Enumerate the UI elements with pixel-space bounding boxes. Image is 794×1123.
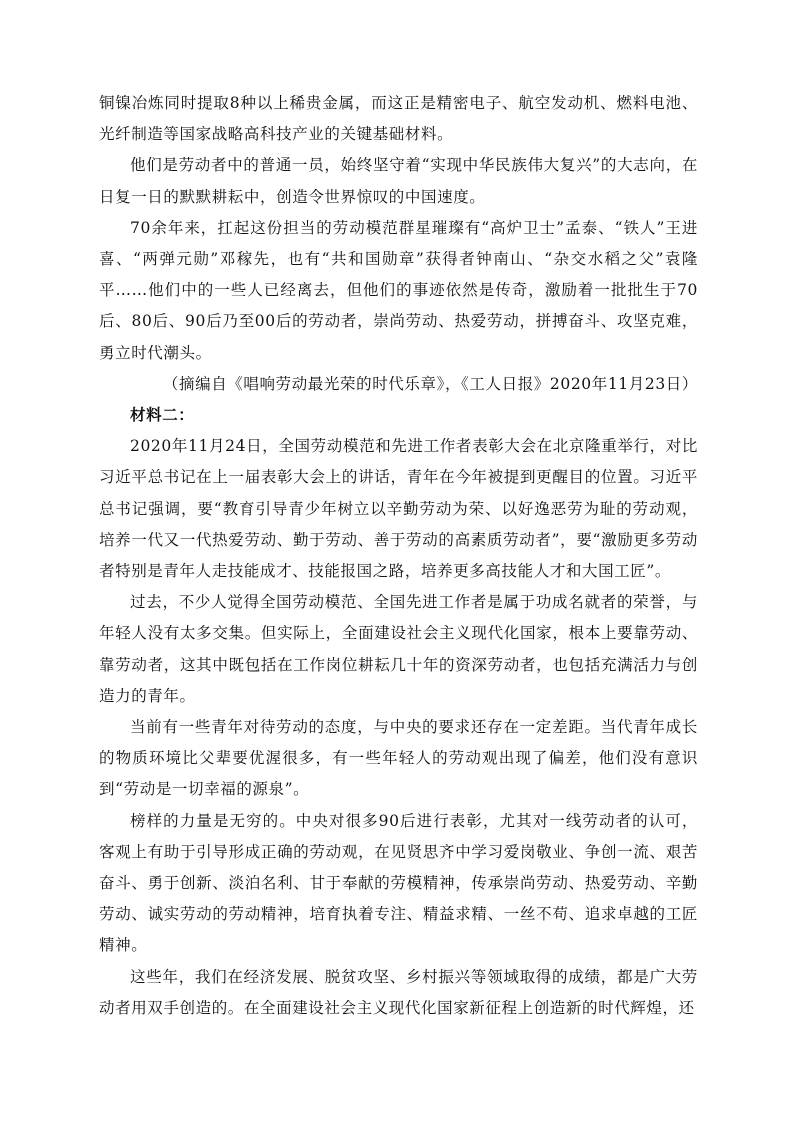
paragraph: 当前有一些青年对待劳动的态度，与中央的要求还存在一定差距。当代青年成长的物质环境比父辈要优渥很多，有一些年轻人的劳动观出现了偏差，他们没有意识到“劳动是一切幸福的源泉”。 (99, 718, 698, 799)
section-heading: 材料二： (130, 406, 195, 425)
paragraph: 榜样的力量是无穷的。中央对很多90后进行表彰，尤其对一线劳动者的认可，客观上有助于引导形成正确的劳动观，在见贤思齐中学习爱岗敬业、争创一流、艰苦奋斗、勇于创新、淡泊名利、甘于奉献的劳模精神，传承崇尚劳动、热爱劳动、辛勤劳动、诚实劳动的劳动精神，培育执着专注、精益求精、一丝不苟、追求卓越的工匠精神。 (99, 811, 698, 955)
paragraph: 这些年，我们在经济发展、脱贫攻坚、乡村振兴等领域取得的成绩，都是广大劳动者用双手创造的。在全面建设社会主义现代化国家新征程上创造新的时代辉煌，还 (99, 967, 698, 1017)
paragraph-continuation: 铜镍冶炼同时提取8种以上稀贵金属，而这正是精密电子、航空发动机、燃料电池、光纤制造等国家战略高科技产业的关键基础材料。 (99, 94, 698, 144)
paragraph: 2020年11月24日，全国劳动模范和先进工作者表彰大会在北京隆重举行，对比习近平总书记在上一届表彰大会上的讲话，青年在今年被提到更醒目的位置。习近平总书记强调，要“教育引导青少年树立以辛勤劳动为荣、以好逸恶劳为耻的劳动观，培养一代又一代热爱劳动、勤于劳动、善于劳动的高素质劳动者”，要“激励更多劳动者特别是青年人走技能成才、技能报国之路，培养更多高技能人才和大国工匠”。 (99, 437, 698, 581)
article-body (99, 88, 698, 1024)
paragraph: 他们是劳动者中的普通一员，始终坚守着“实现中华民族伟大复兴”的大志向，在日复一日的默默耕耘中，创造令世界惊叹的中国速度。 (99, 156, 698, 206)
source-citation: （摘编自《唱响劳动最光荣的时代乐章》，《工人日报》2020年11月23日） (162, 374, 698, 393)
paragraph: 过去，不少人觉得全国劳动模范、全国先进工作者是属于功成名就者的荣誉，与年轻人没有太多交集。但实际上，全面建设社会主义现代化国家，根本上要靠劳动、靠劳动者，这其中既包括在工作岗位耕耘几十年的资深劳动者，也包括充满活力与创造力的青年。 (99, 593, 698, 705)
paragraph: 70余年来，扛起这份担当的劳动模范群星璀璨有“高炉卫士”孟泰、“铁人”王进喜、“两弹元勋”邓稼先，也有“共和国勋章”获得者钟南山、“杂交水稻之父”袁隆平……他们中的一些人已经离去，但他们的事迹依然是传奇，激励着一批批生于70后、80后、90后乃至00后的劳动者，崇尚劳动、热爱劳动，拼搏奋斗、攻坚克难，勇立时代潮头。 (99, 218, 698, 362)
